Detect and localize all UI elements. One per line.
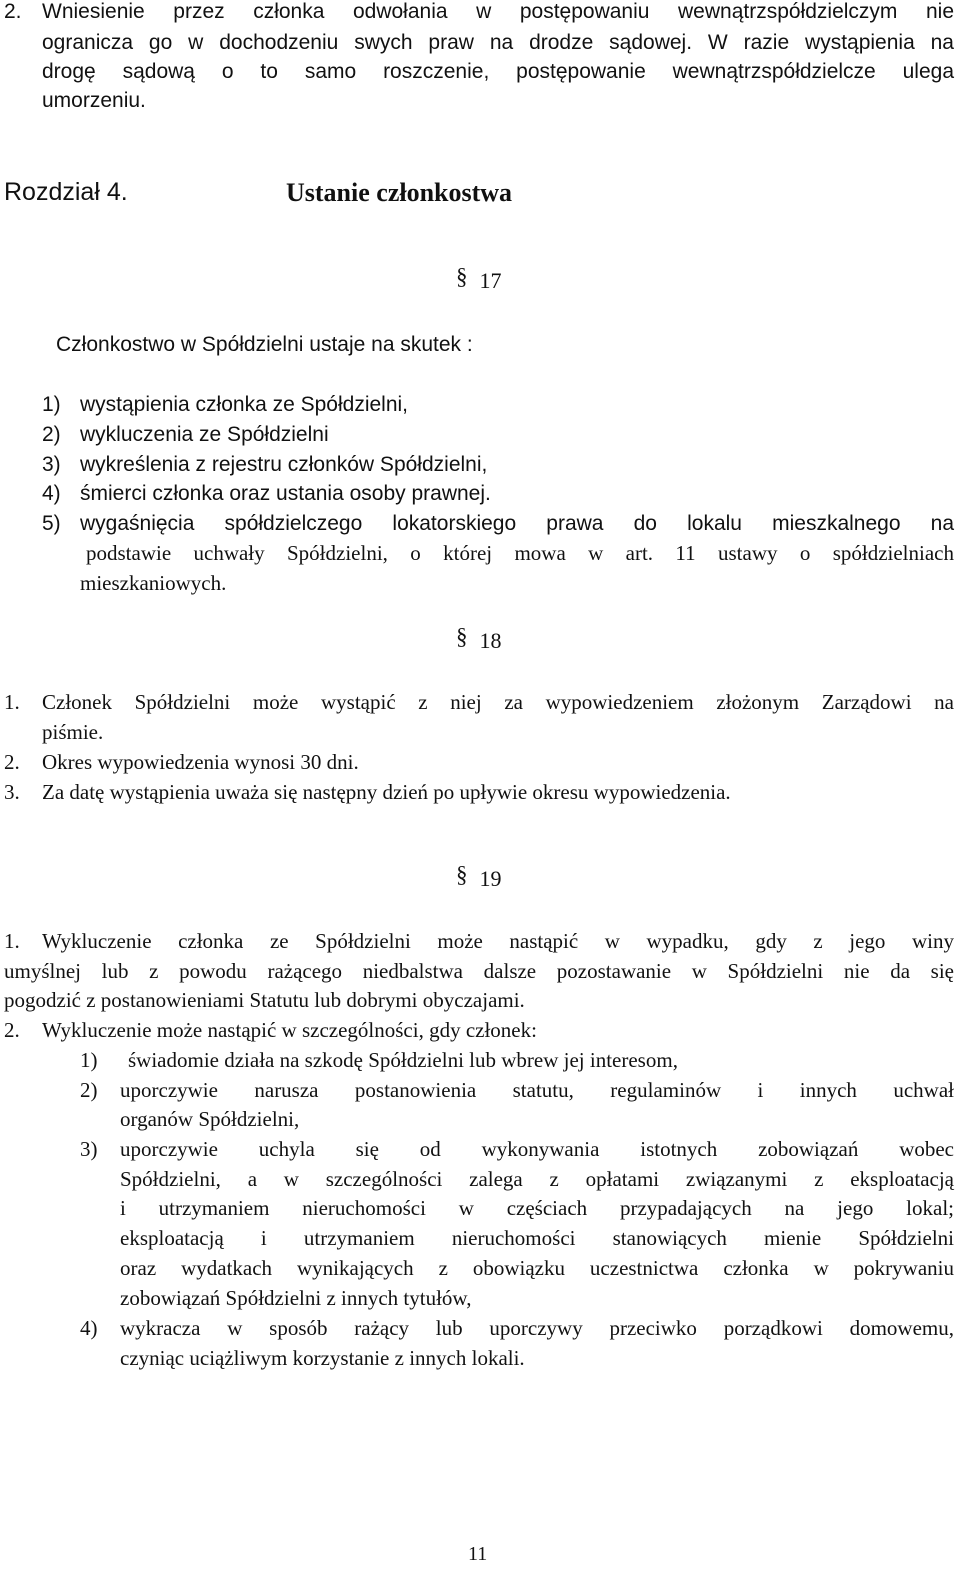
list-item-text: i utrzymaniem nieruchomości w częściach przypadających na jego lokal; — [120, 1196, 954, 1220]
list-item-number: 1) — [42, 393, 61, 416]
list-item-number: 4) — [80, 1316, 98, 1340]
section-sign: § — [456, 862, 468, 887]
section-sign: § — [456, 624, 468, 649]
section-heading-17 — [456, 264, 502, 294]
list-item-text: wygaśnięcia spółdzielczego lokatorskiego prawa do lokalu mieszkalnego na — [80, 512, 954, 535]
list-item-text: uporczywie narusza postanowienia statutu, regulaminów i innych uchwał — [120, 1078, 954, 1102]
paragraph-line: pogodzić z postanowieniami Statutu lub dobrymi obyczajami. — [4, 988, 525, 1012]
list-item-text: zobowiązań Spółdzielni z innych tytułów, — [120, 1286, 472, 1310]
section-lead: Członkostwo w Spółdzielni ustaje na skutek : — [56, 333, 473, 356]
paragraph-line: Wykluczenie może nastąpić w szczególności, gdy członek: — [42, 1018, 537, 1042]
list-item-continuation: podstawie uchwały Spółdzielni, o której mowa w art. 11 ustawy o spółdzielniach — [86, 541, 954, 565]
list-item-number: 2) — [80, 1078, 98, 1102]
list-item-text: Okres wypowiedzenia wynosi 30 dni. — [42, 750, 359, 774]
chapter-title: Ustanie członkostwa — [286, 178, 513, 207]
list-item-number: 1) — [80, 1048, 98, 1072]
intro-line: Wniesienie przez członka odwołania w postępowaniu wewnątrzspółdzielczym nie — [42, 0, 954, 23]
list-item-text: wykluczenia ze Spółdzielni — [80, 423, 329, 446]
list-item-text: wykreślenia z rejestru członków Spółdzielni, — [80, 453, 488, 476]
intro-line: drogę sądową o to samo roszczenie, postępowanie wewnątrzspółdzielcze ulega — [42, 60, 954, 83]
list-item-number: 2. — [4, 750, 20, 774]
paragraph-line: Wykluczenie członka ze Spółdzielni może nastąpić w wypadku, gdy z jego winy — [42, 929, 954, 953]
list-item-text: Za datę wystąpienia uważa się następny dzień po upływie okresu wypowiedzenia. — [42, 780, 731, 804]
section-number: 19 — [479, 866, 502, 891]
list-item-text: eksploatacją i utrzymaniem nieruchomości stanowiących mienie Spółdzielni — [120, 1226, 954, 1250]
section-number: 17 — [479, 268, 502, 293]
list-item-text: Członek Spółdzielni może wystąpić z niej za wypowiedzeniem złożonym Zarządowi na — [42, 690, 954, 714]
section-number: 18 — [479, 628, 502, 653]
list-item-number: 2) — [42, 423, 61, 446]
paragraph-number: 2. — [4, 1018, 20, 1042]
list-item-text: czyniąc uciążliwym korzystanie z innych lokali. — [120, 1346, 525, 1370]
list-item-text: śmierci członka oraz ustania osoby prawnej. — [80, 482, 491, 505]
list-item-text: wykracza w sposób rażący lub uporczywy przeciwko porządkowi domowemu, — [120, 1316, 954, 1340]
list-item-number: 3) — [42, 453, 61, 476]
section-sign: § — [456, 264, 468, 289]
list-item-continuation: piśmie. — [42, 720, 104, 744]
list-item-text: Spółdzielni, a w szczególności zalega z opłatami związanymi z eksploatacją — [120, 1167, 954, 1191]
section-heading-19 — [456, 862, 502, 892]
list-item-text: uporczywie uchyla się od wykonywania istotnych zobowiązań wobec — [120, 1137, 954, 1161]
intro-number: 2. — [4, 0, 22, 23]
list-item-text: wystąpienia członka ze Spółdzielni, — [80, 393, 409, 416]
list-item-number: 3) — [80, 1137, 98, 1161]
intro-line: umorzeniu. — [42, 89, 146, 112]
list-item-number: 3. — [4, 780, 20, 804]
list-item-number: 5) — [42, 512, 61, 535]
list-item-text: oraz wydatkach wynikających z obowiązku uczestnictwa członka w pokrywaniu — [120, 1256, 954, 1280]
section-heading-18 — [456, 624, 502, 654]
list-item-number: 1. — [4, 690, 20, 714]
list-item-continuation: mieszkaniowych. — [80, 571, 227, 595]
chapter-number: Rozdział 4. — [4, 178, 128, 206]
paragraph-line: umyślnej lub z powodu rażącego niedbalstwa dalsze pozostawanie w Spółdzielni nie da się — [4, 959, 954, 983]
intro-line: ogranicza go w dochodzeniu swych praw na drodze sądowej. W razie wystąpienia na — [42, 31, 954, 54]
list-item-text: organów Spółdzielni, — [120, 1107, 300, 1131]
page-number: 11 — [468, 1543, 488, 1565]
list-item-text: świadomie działa na szkodę Spółdzielni lub wbrew jej interesom, — [128, 1048, 678, 1072]
list-item-number: 4) — [42, 482, 61, 505]
paragraph-number: 1. — [4, 929, 20, 953]
